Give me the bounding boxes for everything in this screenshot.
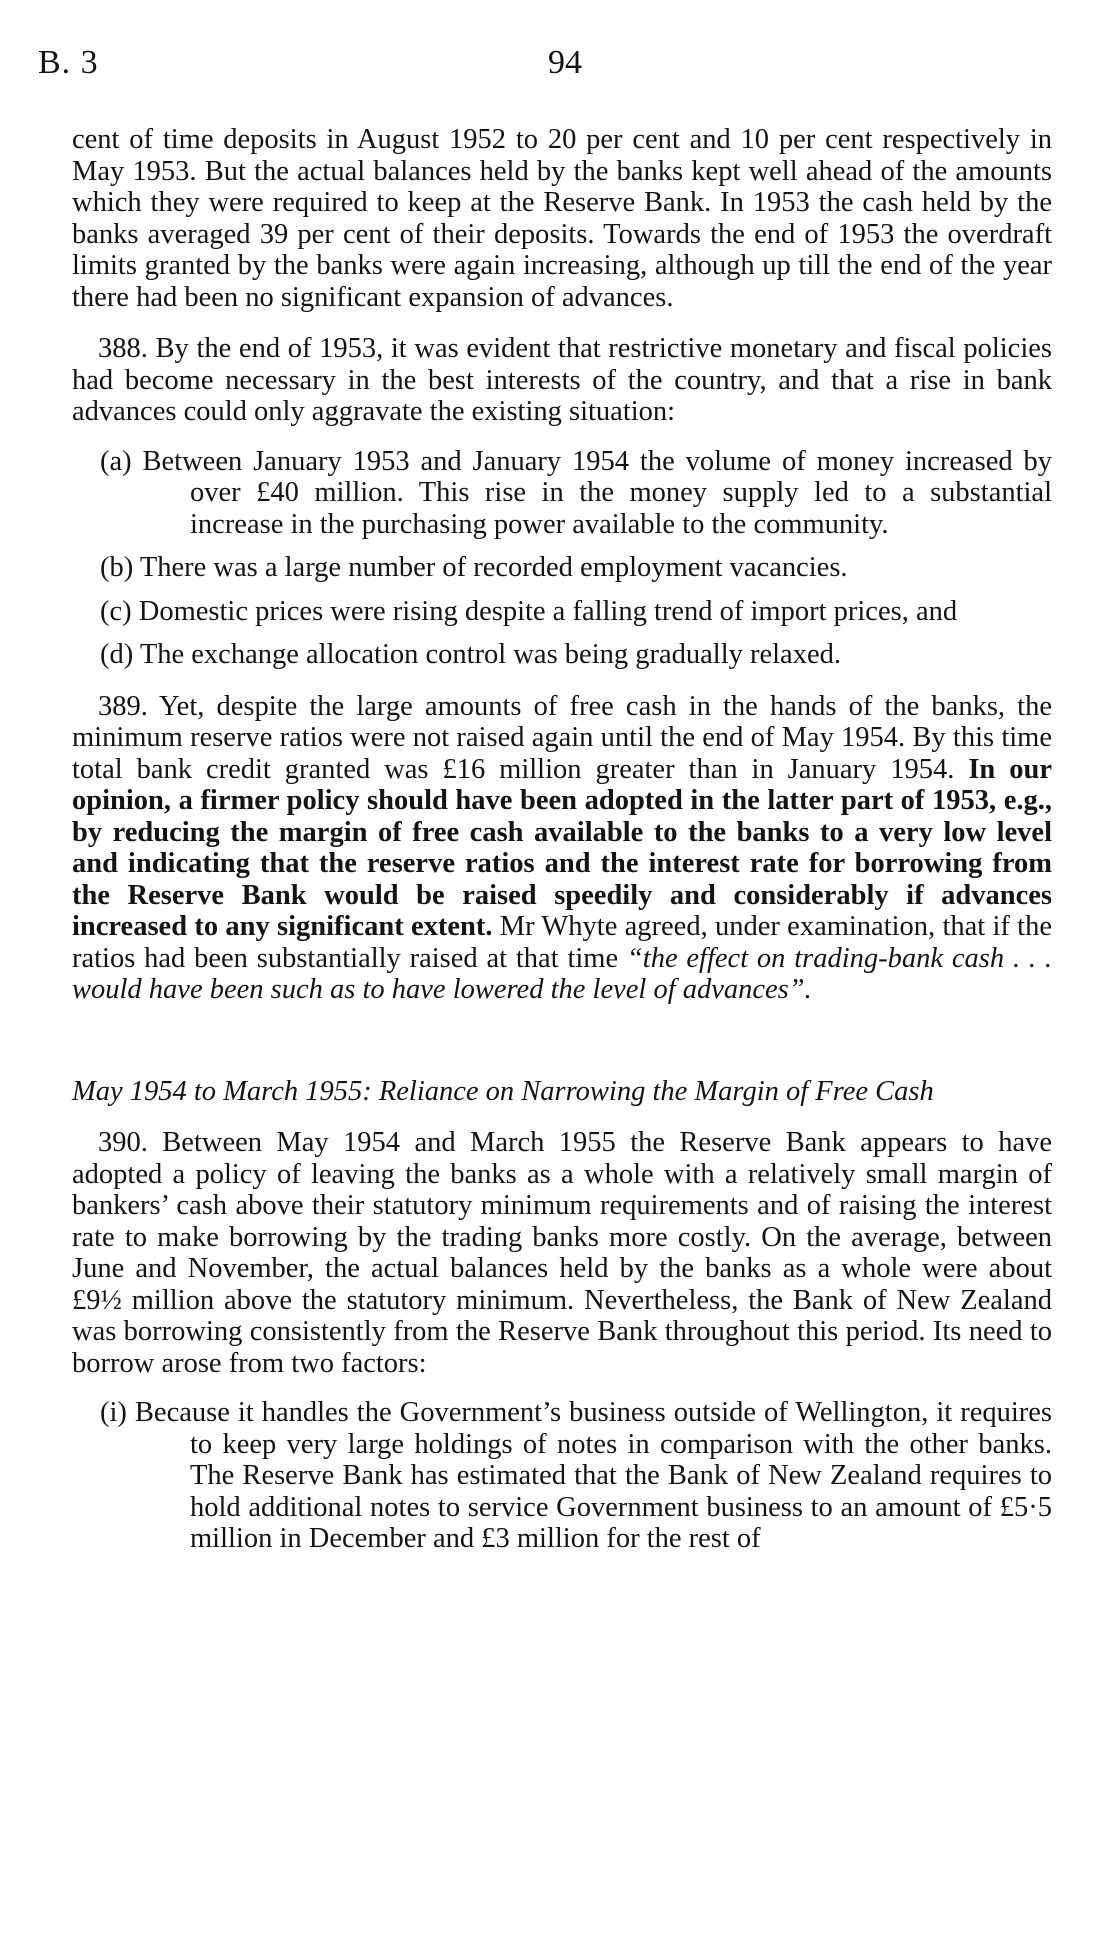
list-item-d: (d) The exchange allocation control was being gradually relaxed. <box>100 639 841 670</box>
paragraph-389-start: 389. Yet, despite the large amounts of free cash in the hands of the banks, the minimum reserve ratios were not raised again until the end of May 1954. By this time total bank credit granted was £16 million greater than in January 1954. <box>72 690 1052 785</box>
list-388 <box>72 446 1052 671</box>
paragraph-389-middle: Mr Whyte agreed, under examination, that if the ratios had been substantially raised at that time <box>72 911 1052 974</box>
list-item-c: (c) Domestic prices were rising despite a falling trend of import prices, and <box>100 595 958 627</box>
paragraph-389 <box>72 691 1052 1006</box>
list-390 <box>72 1397 1052 1555</box>
document-body <box>72 124 1052 1555</box>
list-item-b: (b) There was a large number of recorded employment vacancies. <box>100 552 848 583</box>
paragraph-388: 388. By the end of 1953, it was evident that restrictive monetary and fiscal policies had become necessary in the best interests of the country, and that a rise in bank advances could only aggravate the existing situation: <box>72 333 1052 427</box>
page-header <box>38 44 1078 88</box>
list-item-i: (i) Because it handles the Government’s business outside of Wellington, it requires to keep very large holdings of notes in comparison with the other banks. The Reserve Bank has estimated that the Bank of New Zealand requires to hold additional notes to service Government business to an amount of £5·5 million in December and £3 million for the rest of <box>100 1397 1052 1554</box>
paragraph-continued: cent of time deposits in August 1952 to 20 per cent and 10 per cent respectively in May 1953. But the actual balances held by the banks kept well ahead of the amounts which they were required to keep at the Reserve Bank. In 1953 the cash held by the banks averaged 39 per cent of their deposits. Towards the end of 1953 the overdraft limits granted by the banks were again increasing, although up till the end of the year there had been no significant expansion of advances. <box>72 124 1052 313</box>
paragraph-390: 390. Between May 1954 and March 1955 the Reserve Bank appears to have adopted a policy of leaving the banks as a whole with a relatively small margin of bankers’ cash above their statutory minimum requirements and of raising the interest rate to make borrowing by the trading banks more costly. On the average, between June and November, the actual balances held by the banks as a whole were about £9½ million above the statutory minimum. Nevertheless, the Bank of New Zealand was borrowing consistently from the Reserve Bank throughout this period. Its need to borrow arose from two factors: <box>72 1127 1052 1379</box>
page-number: 94 <box>548 44 582 81</box>
list-item-a: (a) Between January 1953 and January 1954 the volume of money increased by over £40 million. This rise in the money supply led to a substantial increase in the purchasing power available to the community. <box>100 445 1052 540</box>
paragraph-389-opinion: In our opinion, a firmer policy should have been adopted in the latter part of 1953, e.g., by reducing the margin of free cash available to the banks to a very low level and indicating that the reserve ratios and the interest rate for borrowing from the Reserve Bank would be raised speedily and considerably if advances increased to any significant extent. <box>72 753 1052 942</box>
paragraph-389-quote: “the effect on trading-bank cash . . . would have been such as to have lowered the level of advances”. <box>72 942 1052 1005</box>
document-reference: B. 3 <box>38 44 99 81</box>
section-heading: May 1954 to March 1955: Reliance on Narrowing the Margin of Free Cash <box>72 1075 934 1107</box>
